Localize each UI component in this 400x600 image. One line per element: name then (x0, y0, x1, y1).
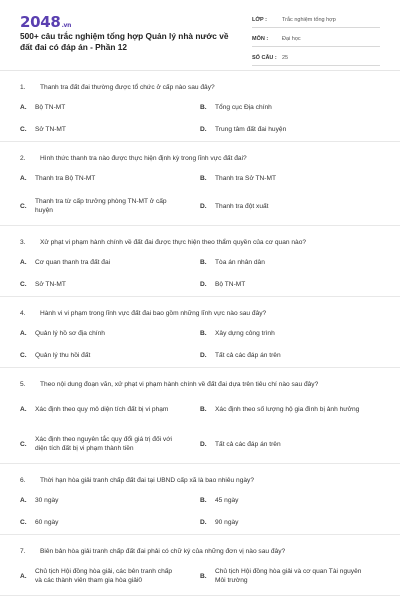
option-letter: C. (20, 440, 27, 448)
option-text: Sở TN-MT (35, 280, 66, 288)
option-letter: B. (200, 174, 207, 182)
question-number: 4. (20, 310, 26, 317)
option-letter: C. (20, 351, 27, 359)
document-title: 500+ câu trắc nghiệm tổng hợp Quản lý nhà nước về đất đai có đáp án - Phần 12 (20, 31, 229, 52)
option-text: Tổng cục Địa chính (215, 103, 272, 111)
answer-option[interactable] (20, 276, 180, 292)
option-letter: B. (200, 496, 207, 504)
question-stem: Thời hạn hòa giải tranh chấp đất đai tại UBND cấp xã là bao nhiêu ngày? (40, 477, 254, 484)
option-text: 45 ngày (215, 496, 239, 504)
option-text: Thanh tra đột xuất (215, 202, 269, 210)
answer-option[interactable] (20, 568, 180, 584)
option-letter: C. (20, 280, 27, 288)
option-text: Chủ tịch Hội đồng hòa giải và cơ quan Tài nguyên Môi trường (215, 568, 362, 584)
question-text (0, 154, 400, 163)
answer-option[interactable] (20, 401, 180, 417)
option-text: Tất cả các đáp án trên (215, 351, 281, 359)
question-text (0, 309, 400, 318)
answer-option[interactable] (20, 121, 180, 137)
question-stem: Biên bản hòa giải tranh chấp đất đai phải có chữ ký của những đơn vị nào sau đây? (40, 548, 286, 555)
question-number: 5. (20, 381, 26, 388)
option-letter: A. (20, 496, 27, 504)
answer-option[interactable] (200, 347, 370, 363)
answer-option[interactable] (200, 401, 370, 417)
option-letter: A. (20, 258, 27, 266)
site-logo[interactable]: 2048.vn (20, 13, 72, 31)
question-item (0, 368, 400, 464)
answer-option[interactable] (20, 254, 180, 270)
answer-option[interactable] (200, 276, 370, 292)
meta-row (252, 12, 380, 28)
meta-value: Đại học (282, 35, 301, 42)
meta-value: Trắc nghiệm tổng hợp (282, 16, 336, 23)
option-letter: B. (200, 405, 207, 413)
question-item (0, 71, 400, 142)
option-text: Thanh tra Bộ TN-MT (35, 174, 96, 182)
question-stem: Hành vi vi phạm trong lĩnh vực đất đai bao gồm những lĩnh vực nào sau đây? (40, 310, 267, 317)
answer-option[interactable] (200, 198, 370, 214)
option-letter: C. (20, 202, 27, 210)
option-letter: A. (20, 329, 27, 337)
meta-row (252, 31, 380, 47)
answer-option[interactable] (20, 436, 180, 452)
question-item (0, 226, 400, 297)
answer-option[interactable] (200, 436, 370, 452)
option-text: 30 ngày (35, 496, 59, 504)
option-text: 60 ngày (35, 518, 59, 526)
answer-option[interactable] (20, 347, 180, 363)
option-text: Sở TN-MT (35, 125, 66, 133)
answer-option[interactable] (20, 325, 180, 341)
option-letter: D. (200, 518, 207, 526)
option-letter: A. (20, 405, 27, 413)
option-text: Quản lý thu hồi đất (35, 351, 91, 359)
answer-option[interactable] (200, 325, 370, 341)
option-letter: A. (20, 174, 27, 182)
question-stem: Theo nội dung đoạn văn, xử phạt vi phạm hành chính về đất đai dựa trên tiêu chí nào sau đây? (40, 381, 319, 388)
option-text: 90 ngày (215, 518, 239, 526)
option-letter: D. (200, 125, 207, 133)
question-item (0, 464, 400, 535)
document-meta (252, 12, 380, 69)
option-letter: C. (20, 518, 27, 526)
option-text: Chủ tịch Hội đồng hòa giải, các bên tranh chấp và các thành viên tham gia hòa giải0 (35, 568, 173, 584)
answer-option[interactable] (200, 568, 370, 584)
option-text: Thanh tra Sở TN-MT (215, 174, 276, 182)
option-text: Xác định theo nguyên tắc quy đổi giá trị đối với diện tích đất bị vi phạm thành tiền (35, 436, 173, 452)
answer-option[interactable] (200, 99, 370, 115)
question-number: 2. (20, 155, 26, 162)
question-number: 7. (20, 548, 26, 555)
question-item (0, 142, 400, 226)
document-header (0, 0, 400, 68)
option-text: Xây dựng công trình (215, 329, 275, 337)
option-text: Cơ quan thanh tra đất đai (35, 258, 111, 266)
answer-option[interactable] (200, 254, 370, 270)
option-text: Bộ TN-MT (215, 280, 246, 288)
option-text: Tòa án nhân dân (215, 258, 265, 266)
question-item (0, 535, 400, 596)
question-stem: Hình thức thanh tra nào được thực hiện định kỳ trong lĩnh vực đất đai? (40, 155, 247, 162)
question-stem: Thanh tra đất đai thường được tổ chức ở cấp nào sau đây? (40, 84, 215, 91)
meta-label: SỐ CÂU : (252, 54, 277, 61)
answer-option[interactable] (200, 170, 370, 186)
option-letter: B. (200, 329, 207, 337)
question-text (0, 547, 400, 556)
meta-label: MÔN : (252, 35, 269, 42)
answer-option[interactable] (200, 492, 370, 508)
option-letter: D. (200, 440, 207, 448)
option-text: Xác định theo số lượng hộ gia đình bị ảnh hưởng (215, 405, 360, 413)
question-text (0, 83, 400, 92)
option-letter: C. (20, 125, 27, 133)
question-stem: Xử phạt vi phạm hành chính về đất đai được thực hiện theo thẩm quyền của cơ quan nào? (40, 239, 307, 246)
question-text (0, 238, 400, 247)
answer-option[interactable] (20, 492, 180, 508)
option-letter: B. (200, 103, 207, 111)
meta-label: LỚP : (252, 16, 267, 23)
option-letter: D. (200, 351, 207, 359)
option-letter: D. (200, 280, 207, 288)
option-letter: A. (20, 103, 27, 111)
option-letter: B. (200, 258, 207, 266)
question-item (0, 297, 400, 368)
meta-row (252, 50, 380, 66)
answer-option[interactable] (20, 198, 180, 214)
question-text (0, 380, 400, 389)
answer-option[interactable] (20, 99, 180, 115)
question-list (0, 71, 400, 596)
option-letter: A. (20, 572, 27, 580)
option-text: Bộ TN-MT (35, 103, 66, 111)
answer-option[interactable] (20, 514, 180, 530)
question-number: 3. (20, 239, 26, 246)
option-text: Xác định theo quy mô diện tích đất bị vi phạm (35, 405, 169, 413)
option-text: Trung tâm đất đai huyện (215, 125, 287, 133)
option-letter: B. (200, 572, 207, 580)
meta-value: 25 (282, 54, 289, 61)
question-number: 1. (20, 84, 26, 91)
question-text (0, 476, 400, 485)
option-text: Thanh tra từ cấp trưởng phòng TN-MT ở cấp huyện (35, 198, 167, 214)
option-letter: D. (200, 202, 207, 210)
option-text: Tất cả các đáp án trên (215, 440, 281, 448)
answer-option[interactable] (20, 170, 180, 186)
answer-option[interactable] (200, 514, 370, 530)
option-text: Quản lý hồ sơ địa chính (35, 329, 105, 337)
question-number: 6. (20, 477, 26, 484)
answer-option[interactable] (200, 121, 370, 137)
